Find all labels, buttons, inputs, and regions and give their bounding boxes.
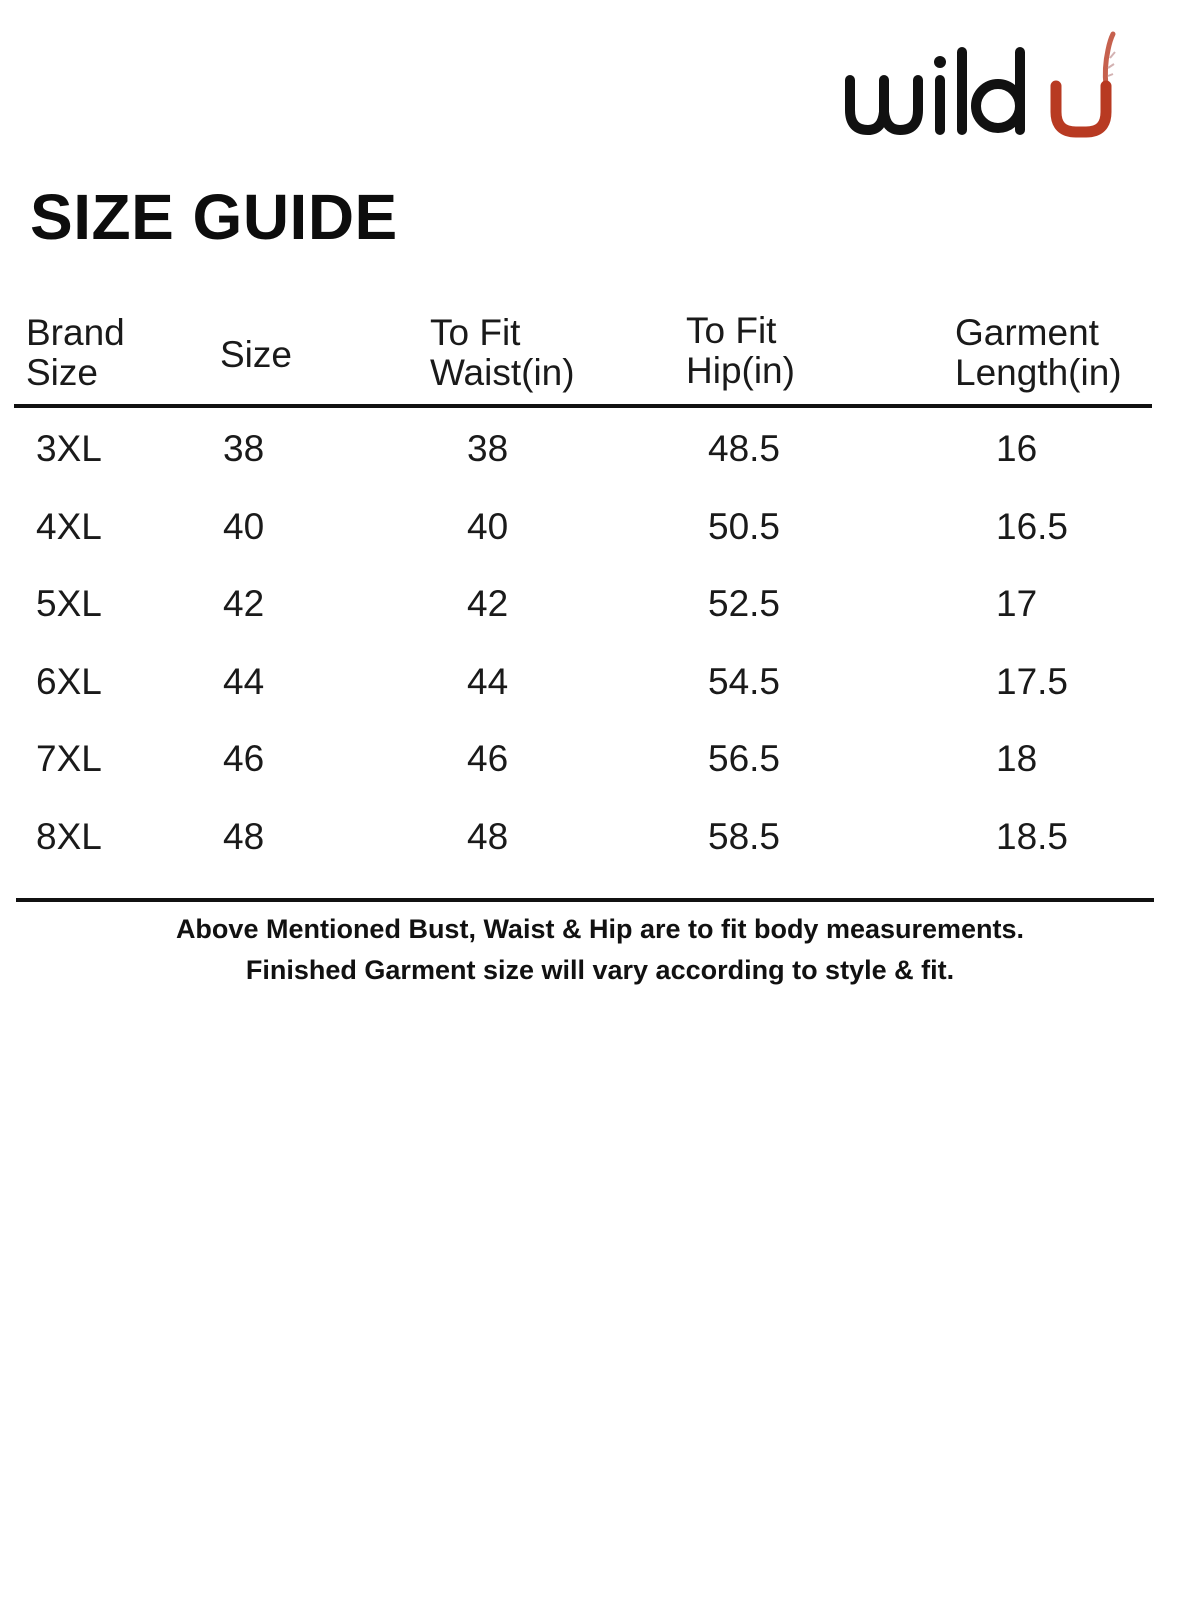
cell-hip: 48.5: [708, 428, 781, 469]
cell-length: 16: [996, 428, 1038, 469]
cell-length: 18.5: [996, 816, 1069, 857]
cell-brand-size: 5XL: [36, 583, 102, 624]
cell-brand-size: 3XL: [36, 428, 102, 469]
cell-waist: 42: [467, 583, 509, 624]
cell-hip: 50.5: [708, 506, 781, 547]
cell-hip: 56.5: [708, 738, 781, 779]
cell-brand-size: 7XL: [36, 738, 102, 779]
table-row: [0, 729, 1200, 789]
header-hip: To Fit Hip(in): [686, 310, 795, 391]
table-row: [0, 807, 1200, 867]
table-bottom-divider: [16, 898, 1154, 902]
cell-brand-size: 4XL: [36, 506, 102, 547]
header-divider: [14, 404, 1152, 408]
cell-waist: 46: [467, 738, 509, 779]
cell-length: 16.5: [996, 506, 1069, 547]
header-waist: To Fit Waist(in): [430, 312, 575, 393]
cell-size: 44: [223, 661, 265, 702]
table-row: [0, 574, 1200, 634]
cell-size: 48: [223, 816, 265, 857]
cell-length: 17.5: [996, 661, 1069, 702]
header-brand-size: Brand Size: [26, 312, 125, 393]
cell-waist: 44: [467, 661, 509, 702]
table-row: [0, 497, 1200, 557]
cell-size: 46: [223, 738, 265, 779]
cell-length: 18: [996, 738, 1038, 779]
cell-waist: 40: [467, 506, 509, 547]
header-size: Size: [220, 334, 292, 375]
table-row: [0, 652, 1200, 712]
cell-length: 17: [996, 583, 1038, 624]
cell-waist: 38: [467, 428, 509, 469]
cell-hip: 52.5: [708, 583, 781, 624]
cell-size: 42: [223, 583, 265, 624]
cell-size: 40: [223, 506, 265, 547]
cell-brand-size: 6XL: [36, 661, 102, 702]
table-row: [0, 419, 1200, 479]
cell-brand-size: 8XL: [36, 816, 102, 857]
cell-hip: 58.5: [708, 816, 781, 857]
cell-hip: 54.5: [708, 661, 781, 702]
note-line-2: Finished Garment size will vary according to style & fit.: [245, 955, 955, 985]
cell-size: 38: [223, 428, 265, 469]
table-header: [0, 0, 1200, 420]
cell-waist: 48: [467, 816, 509, 857]
page-title: SIZE GUIDE: [30, 181, 398, 253]
note-line-1: Above Mentioned Bust, Waist & Hip are to fit body measurements.: [175, 914, 1025, 944]
header-garment-length: Garment Length(in): [955, 312, 1122, 393]
